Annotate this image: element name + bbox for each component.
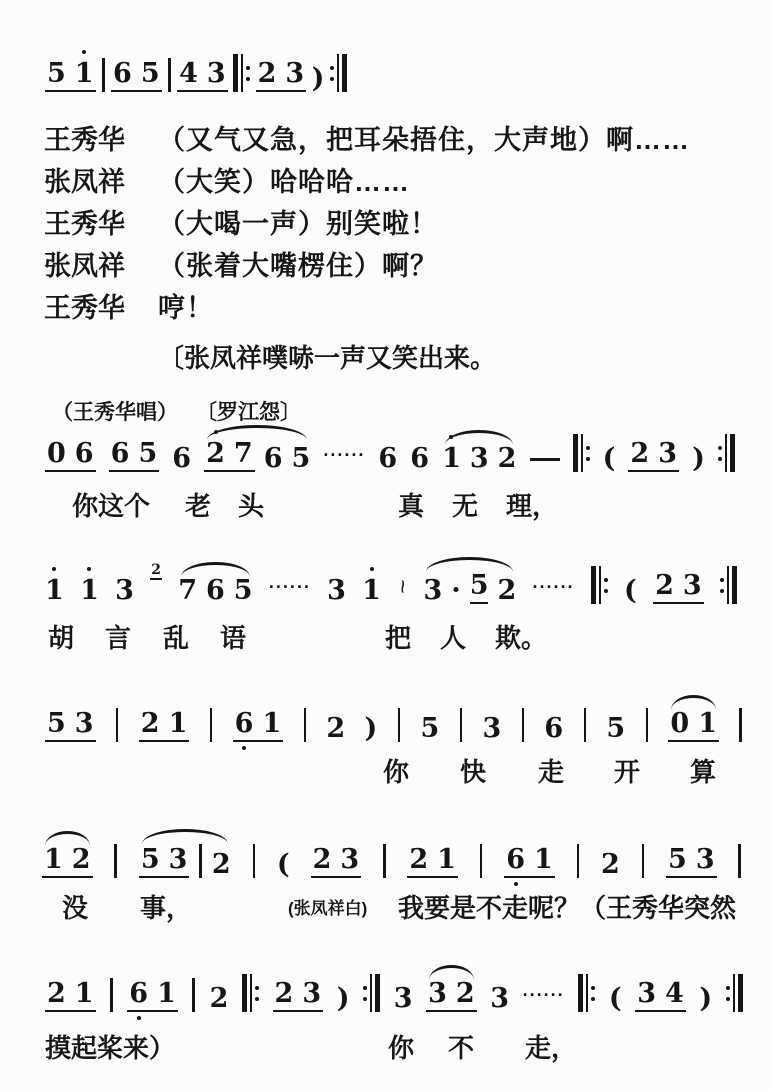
- beam-group: [127, 980, 178, 1012]
- note: 5: [140, 58, 160, 89]
- barline: [480, 844, 483, 878]
- symbol: ): [311, 63, 325, 94]
- beam-group: [668, 710, 719, 742]
- note: 2: [209, 983, 229, 1014]
- : [363, 986, 367, 1001]
- beam-group: [45, 710, 96, 742]
- slur-group: [442, 427, 516, 472]
- barline: [199, 844, 202, 878]
- lyric-line-1: [0, 486, 772, 522]
- : [342, 54, 347, 92]
- : [375, 974, 380, 1012]
- note: 2: [274, 978, 294, 1009]
- lyric-segment: 没: [62, 893, 89, 923]
- speaker-name: 王秀华: [44, 208, 125, 239]
- lyric-segment: 摸起桨来）: [45, 1033, 176, 1063]
- repeat-begin-sign: [591, 566, 608, 604]
- note: 1: [442, 443, 461, 474]
- note: 2: [409, 844, 429, 875]
- note: 3: [482, 713, 502, 744]
- dialogue-text: （张着大嘴楞住）啊？: [158, 250, 438, 281]
- note: 2: [206, 438, 225, 469]
- lyric-line-4: [0, 888, 772, 924]
- beam-group: [256, 60, 307, 92]
- : [591, 986, 595, 1001]
- note: 3: [490, 983, 510, 1014]
- note: 1: [168, 708, 188, 739]
- slur-group: [423, 554, 516, 604]
- lyric-segment: 人: [440, 623, 467, 653]
- barline: [114, 844, 117, 878]
- dialogue-row: [44, 242, 744, 284]
- lyric-segment: 语: [220, 623, 247, 653]
- note: 7: [178, 575, 197, 606]
- slur-group: [178, 559, 252, 604]
- lyric-segment: 开: [614, 757, 641, 787]
- symbol: (: [276, 849, 290, 880]
- beam-group: [45, 980, 96, 1012]
- : [727, 566, 729, 604]
- grace-note: 2: [151, 562, 161, 578]
- : [233, 54, 238, 92]
- barline: [642, 844, 645, 878]
- : [730, 434, 735, 472]
- note: 0: [47, 438, 66, 469]
- note: 1: [74, 58, 94, 89]
- lyric-segment: 算: [690, 757, 717, 787]
- continuation-dots: ······: [532, 577, 575, 597]
- : [725, 434, 727, 472]
- barline: [383, 844, 386, 878]
- dialogue-text: （大笑）哈哈哈……: [158, 166, 410, 197]
- note: 3: [695, 844, 715, 875]
- lyric-line-3: [0, 752, 772, 788]
- barline: [460, 708, 463, 742]
- : [732, 566, 737, 604]
- note: 3: [637, 978, 656, 1009]
- : [255, 986, 259, 1001]
- : [738, 974, 743, 1012]
- : [370, 974, 372, 1012]
- note: 1: [698, 708, 717, 739]
- slur-group: [668, 692, 719, 742]
- lyric-segment: 事，: [140, 893, 193, 923]
- symbol: (: [624, 575, 637, 606]
- repeat-begin-sign: [573, 434, 590, 472]
- : [586, 974, 588, 1012]
- note: 2: [497, 443, 517, 474]
- repeat-end-sign: [363, 974, 380, 1012]
- continuation-dots: ······: [522, 985, 565, 1005]
- symbol: ): [699, 983, 713, 1014]
- : [337, 54, 339, 92]
- wavy-ornament-icon: ~: [393, 579, 411, 594]
- note: 3: [206, 58, 226, 89]
- dialogue-block: [44, 116, 744, 326]
- symbol: (: [608, 983, 622, 1014]
- lyric-segment: 乱: [163, 623, 190, 653]
- note: 6: [172, 443, 192, 474]
- dialogue-text: （大喝一声）别笑啦！: [158, 208, 438, 239]
- beam-group: [45, 440, 96, 472]
- symbol: ): [336, 983, 350, 1014]
- note: 1: [262, 708, 282, 739]
- beam-group: [233, 710, 284, 742]
- beam-group: [666, 846, 717, 878]
- note: 2: [326, 713, 346, 744]
- note: 6: [506, 844, 525, 875]
- note: 6: [263, 443, 283, 474]
- lyric-segment: 真: [398, 491, 425, 521]
- : [581, 434, 583, 472]
- beam-group: [273, 980, 324, 1012]
- barline: [192, 978, 195, 1012]
- lyric-segment: 你: [383, 757, 410, 787]
- barline: [584, 708, 587, 742]
- note: 3: [428, 978, 447, 1009]
- lyric-segment: 把: [385, 623, 412, 653]
- barline: [738, 844, 741, 878]
- : [573, 434, 578, 472]
- note: 2: [211, 849, 231, 880]
- note: 5: [47, 708, 66, 739]
- note: 4: [179, 58, 198, 89]
- stage-direction: 〔张凤祥噗哧一声又笑出来。: [158, 343, 497, 373]
- note: 7: [233, 438, 253, 469]
- : [718, 446, 722, 461]
- dialogue-row: [44, 200, 744, 242]
- note: 2: [655, 570, 674, 601]
- note: 1: [44, 844, 63, 875]
- music-line-2: [45, 556, 737, 604]
- barline: [522, 708, 525, 742]
- lyric-segment: 老: [185, 491, 212, 521]
- beam-group: [139, 710, 190, 742]
- dialogue-row: [44, 158, 744, 200]
- note: 2: [601, 849, 620, 880]
- : [591, 566, 596, 604]
- sustain-dash: [530, 458, 560, 461]
- repeat-begin-sign: [242, 974, 259, 1012]
- lyric-segment: 你这个: [72, 491, 151, 521]
- beam-group: [504, 846, 555, 878]
- speaker-name: 张凤祥: [44, 250, 125, 281]
- barline: [398, 708, 401, 742]
- beam-group: [407, 846, 458, 878]
- note: 6: [129, 978, 149, 1009]
- note: 3: [168, 844, 188, 875]
- : [599, 566, 601, 604]
- repeat-end-sign: [720, 566, 737, 604]
- beam-group: [311, 846, 362, 878]
- note: 6: [378, 443, 398, 474]
- repeat-begin-sign: [233, 54, 250, 92]
- lyric-segment: 言: [105, 623, 132, 653]
- note: 2: [497, 575, 517, 606]
- note: 6: [74, 438, 94, 469]
- note: 1: [157, 978, 176, 1009]
- note: 6: [206, 575, 225, 606]
- barline: [110, 978, 113, 1012]
- note: 5: [138, 438, 158, 469]
- music-line-5: [45, 964, 743, 1012]
- lyric-segment: 你: [388, 1033, 415, 1063]
- lyric-line-2: [0, 618, 772, 654]
- : [241, 54, 243, 92]
- note: 0: [670, 708, 690, 739]
- barline: [102, 58, 105, 92]
- note: 3: [340, 844, 360, 875]
- repeat-end-sign: [726, 974, 743, 1012]
- lyric-segment: 走，: [525, 1033, 578, 1063]
- barline: [577, 844, 580, 878]
- note: 3: [74, 708, 94, 739]
- note: 6: [234, 708, 254, 739]
- note: 2: [47, 978, 66, 1009]
- note: 2: [630, 438, 650, 469]
- speaker-name: 王秀华: [44, 124, 125, 155]
- barline: [739, 708, 742, 742]
- slur-group: [204, 422, 310, 472]
- note: 5: [233, 575, 253, 606]
- lyric-segment: 快: [460, 757, 487, 787]
- note: 5: [47, 58, 66, 89]
- barline: [168, 58, 171, 92]
- dialogue-row: [44, 284, 744, 326]
- lyric-segment: 头: [238, 491, 265, 521]
- lyric-segment: 不: [448, 1033, 475, 1063]
- dialogue-text: 哼！: [158, 292, 214, 323]
- lyric-segment: 理，: [506, 491, 559, 521]
- repeat-end-sign: [330, 54, 347, 92]
- note: 3: [115, 575, 134, 606]
- barline: [253, 844, 256, 878]
- slur-group: [426, 962, 477, 1012]
- note: 5: [470, 572, 489, 604]
- barline: [304, 708, 307, 742]
- lyric-line-5: [0, 1028, 772, 1064]
- beam-group: [45, 60, 96, 92]
- note: 4: [665, 978, 684, 1009]
- note: 1: [362, 575, 381, 606]
- note: 1: [533, 844, 553, 875]
- music-line-4: [42, 830, 742, 878]
- note: 3: [393, 983, 413, 1014]
- note: 1: [437, 844, 456, 875]
- singer-label: （王秀华唱）: [52, 401, 178, 424]
- : [733, 974, 735, 1012]
- : [578, 974, 583, 1012]
- : [330, 66, 334, 81]
- note: 6: [410, 443, 430, 474]
- note: 5: [668, 844, 687, 875]
- note: 3: [423, 575, 443, 606]
- slur-group: [139, 826, 231, 878]
- beam-group: [204, 440, 255, 472]
- beam-group: [42, 846, 93, 878]
- note: 1: [45, 575, 64, 606]
- note: 2: [140, 708, 160, 739]
- note: 1: [80, 575, 99, 606]
- symbol: (: [602, 443, 616, 474]
- barline: [116, 708, 119, 742]
- beam-group: [426, 980, 477, 1012]
- : [246, 66, 250, 81]
- beam-group: [139, 846, 190, 878]
- repeat-begin-sign: [578, 974, 595, 1012]
- lyric-segment: 无: [452, 491, 479, 521]
- symbol: ·: [451, 575, 461, 606]
- note: 6: [113, 58, 132, 89]
- dialogue-row: [44, 116, 744, 158]
- beam-group: [111, 60, 162, 92]
- note: 6: [544, 713, 564, 744]
- dialogue-text: （又气又急，把耳朵捂住，大声地）啊……: [158, 124, 690, 155]
- : [250, 974, 252, 1012]
- note: 3: [682, 570, 702, 601]
- : [242, 974, 247, 1012]
- music-line-1: [45, 424, 735, 472]
- beam-group: [109, 440, 160, 472]
- barline: [210, 708, 213, 742]
- note: 3: [285, 58, 305, 89]
- music-line-intro: [45, 44, 347, 92]
- repeat-end-sign: [718, 434, 735, 472]
- note: 5: [606, 713, 626, 744]
- note: 5: [420, 713, 440, 744]
- : [586, 446, 590, 461]
- symbol: ): [692, 443, 705, 474]
- lyric-segment: 胡: [48, 623, 75, 653]
- slur-group: [42, 828, 93, 878]
- lyric-segment: (张凤祥白): [288, 899, 368, 918]
- note: 3: [469, 443, 489, 474]
- symbol: ): [364, 713, 378, 744]
- : [604, 578, 608, 593]
- lyric-segment: 我要是不走呢？（王秀华突然: [398, 893, 737, 923]
- note: 5: [291, 443, 311, 474]
- beam-group: [177, 60, 228, 92]
- note: 2: [71, 844, 91, 875]
- music-line-3: [45, 694, 743, 742]
- barline: [646, 708, 649, 742]
- note: 3: [658, 438, 678, 469]
- note: 1: [74, 978, 94, 1009]
- continuation-dots: ······: [268, 577, 311, 597]
- tune-label: 〔罗江怨〕: [196, 401, 301, 424]
- note: 2: [455, 978, 475, 1009]
- beam-group: [653, 572, 704, 604]
- : [720, 578, 724, 593]
- beam-group: [635, 980, 686, 1012]
- note: 5: [140, 844, 160, 875]
- note: 2: [312, 844, 332, 875]
- speaker-name: 张凤祥: [44, 166, 125, 197]
- note: 3: [327, 575, 346, 606]
- lyric-segment: 走: [538, 757, 565, 787]
- lyric-segment: 欺。: [495, 623, 548, 653]
- continuation-dots: ······: [323, 445, 366, 465]
- note: 2: [257, 58, 277, 89]
- : [726, 986, 730, 1001]
- note: 6: [110, 438, 130, 469]
- beam-group: [628, 440, 679, 472]
- note: 3: [302, 978, 322, 1009]
- speaker-name: 王秀华: [44, 292, 125, 323]
